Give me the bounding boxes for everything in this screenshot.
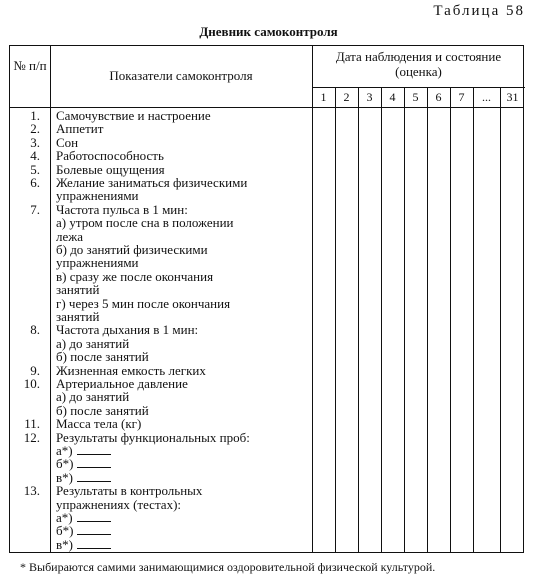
row-label: упражнениями [56,255,139,271]
blank-line [77,525,111,535]
page-title: Дневник самоконтроля [199,24,338,39]
blank-line [77,512,111,522]
blank-line [77,472,111,482]
day-label: 7 [458,90,465,104]
row-label: а*) [56,444,111,457]
row-label: а*) [56,511,111,524]
row-label: б*) [56,457,111,470]
row-number: 10. [23,376,40,391]
row-number: 2. [30,121,40,137]
row-label: Сон [56,134,79,150]
day-label: 31 [506,90,519,104]
row-label: а) до занятий [56,389,130,405]
day-column-divider [381,87,382,552]
header-date: Дата наблюдения и состояние (оценка) [335,49,502,79]
day-column-divider [500,87,501,552]
row-label: б) после занятий [56,402,149,418]
row-number: 5. [30,161,40,177]
row-label: Аппетит [56,121,104,137]
row-number: 6. [30,175,40,190]
row-number: 12. [23,429,40,445]
row-label: а) утром после сна в положении [56,215,234,231]
row-label: Частота пульса в 1 мин: [56,201,188,217]
row-label: Работоспособность [56,148,164,164]
row-number: 3. [30,134,40,150]
row-label: г) через 5 мин после окончания [56,295,231,311]
blank-line [77,458,111,468]
day-label: 2 [343,90,350,104]
row-number: 11. [24,416,40,432]
row-number: 7. [30,201,40,217]
row-label: Частота дыхания в 1 мин: [56,322,199,338]
row-label: упражнениями [56,188,139,204]
row-label: Артериальное давление [56,376,188,391]
header-number: № п/п [13,58,47,73]
row-number: 13. [23,483,40,499]
day-label: 5 [412,90,419,104]
day-column-divider [335,87,336,552]
row-label: в) сразу же после окончания [56,268,214,284]
row-label: Болевые ощущения [56,161,165,177]
day-column-divider [427,87,428,552]
day-label: 4 [389,90,396,104]
header-indicators: Показатели самоконтроля [109,68,253,83]
footnote: * Выбираются самими занимающимися оздоровительной физической культурой. [20,560,436,574]
day-column-divider [404,87,405,552]
column-divider [312,46,313,552]
row-label: б) до занятий физическими [56,242,208,257]
row-label: Результаты в контрольных [56,483,203,499]
row-label: б) после занятий [56,349,149,365]
day-label: 3 [366,90,373,104]
self-control-table [9,45,524,553]
row-label: Результаты функциональных проб: [56,429,250,445]
row-label: б*) [56,524,111,537]
row-number: 4. [30,148,40,164]
row-label: Жизненная емкость легких [56,362,206,378]
day-column-divider [358,87,359,552]
row-label: в*) [56,471,111,484]
day-column-divider [450,87,451,552]
row-label: в*) [56,538,111,551]
blank-line [77,445,111,455]
row-label: лежа [56,228,84,244]
table-number-label: Таблица 58 [433,3,525,19]
row-number: 8. [30,322,40,338]
row-label: Самочувствие и настроение [56,108,211,123]
row-label: а) до занятий [56,335,130,351]
day-column-divider [473,87,474,552]
row-label: занятий [56,282,100,298]
row-label: упражнениях (тестах): [56,496,182,512]
day-label: ... [482,90,491,104]
day-label: 6 [435,90,442,104]
blank-line [77,539,111,549]
column-divider [50,46,51,552]
row-label: Масса тела (кг) [56,416,142,432]
day-label: 1 [320,90,327,104]
row-label: занятий [56,309,100,324]
row-label: Желание заниматься физическими [56,175,248,190]
row-number: 9. [30,362,40,378]
row-number: 1. [30,108,40,123]
